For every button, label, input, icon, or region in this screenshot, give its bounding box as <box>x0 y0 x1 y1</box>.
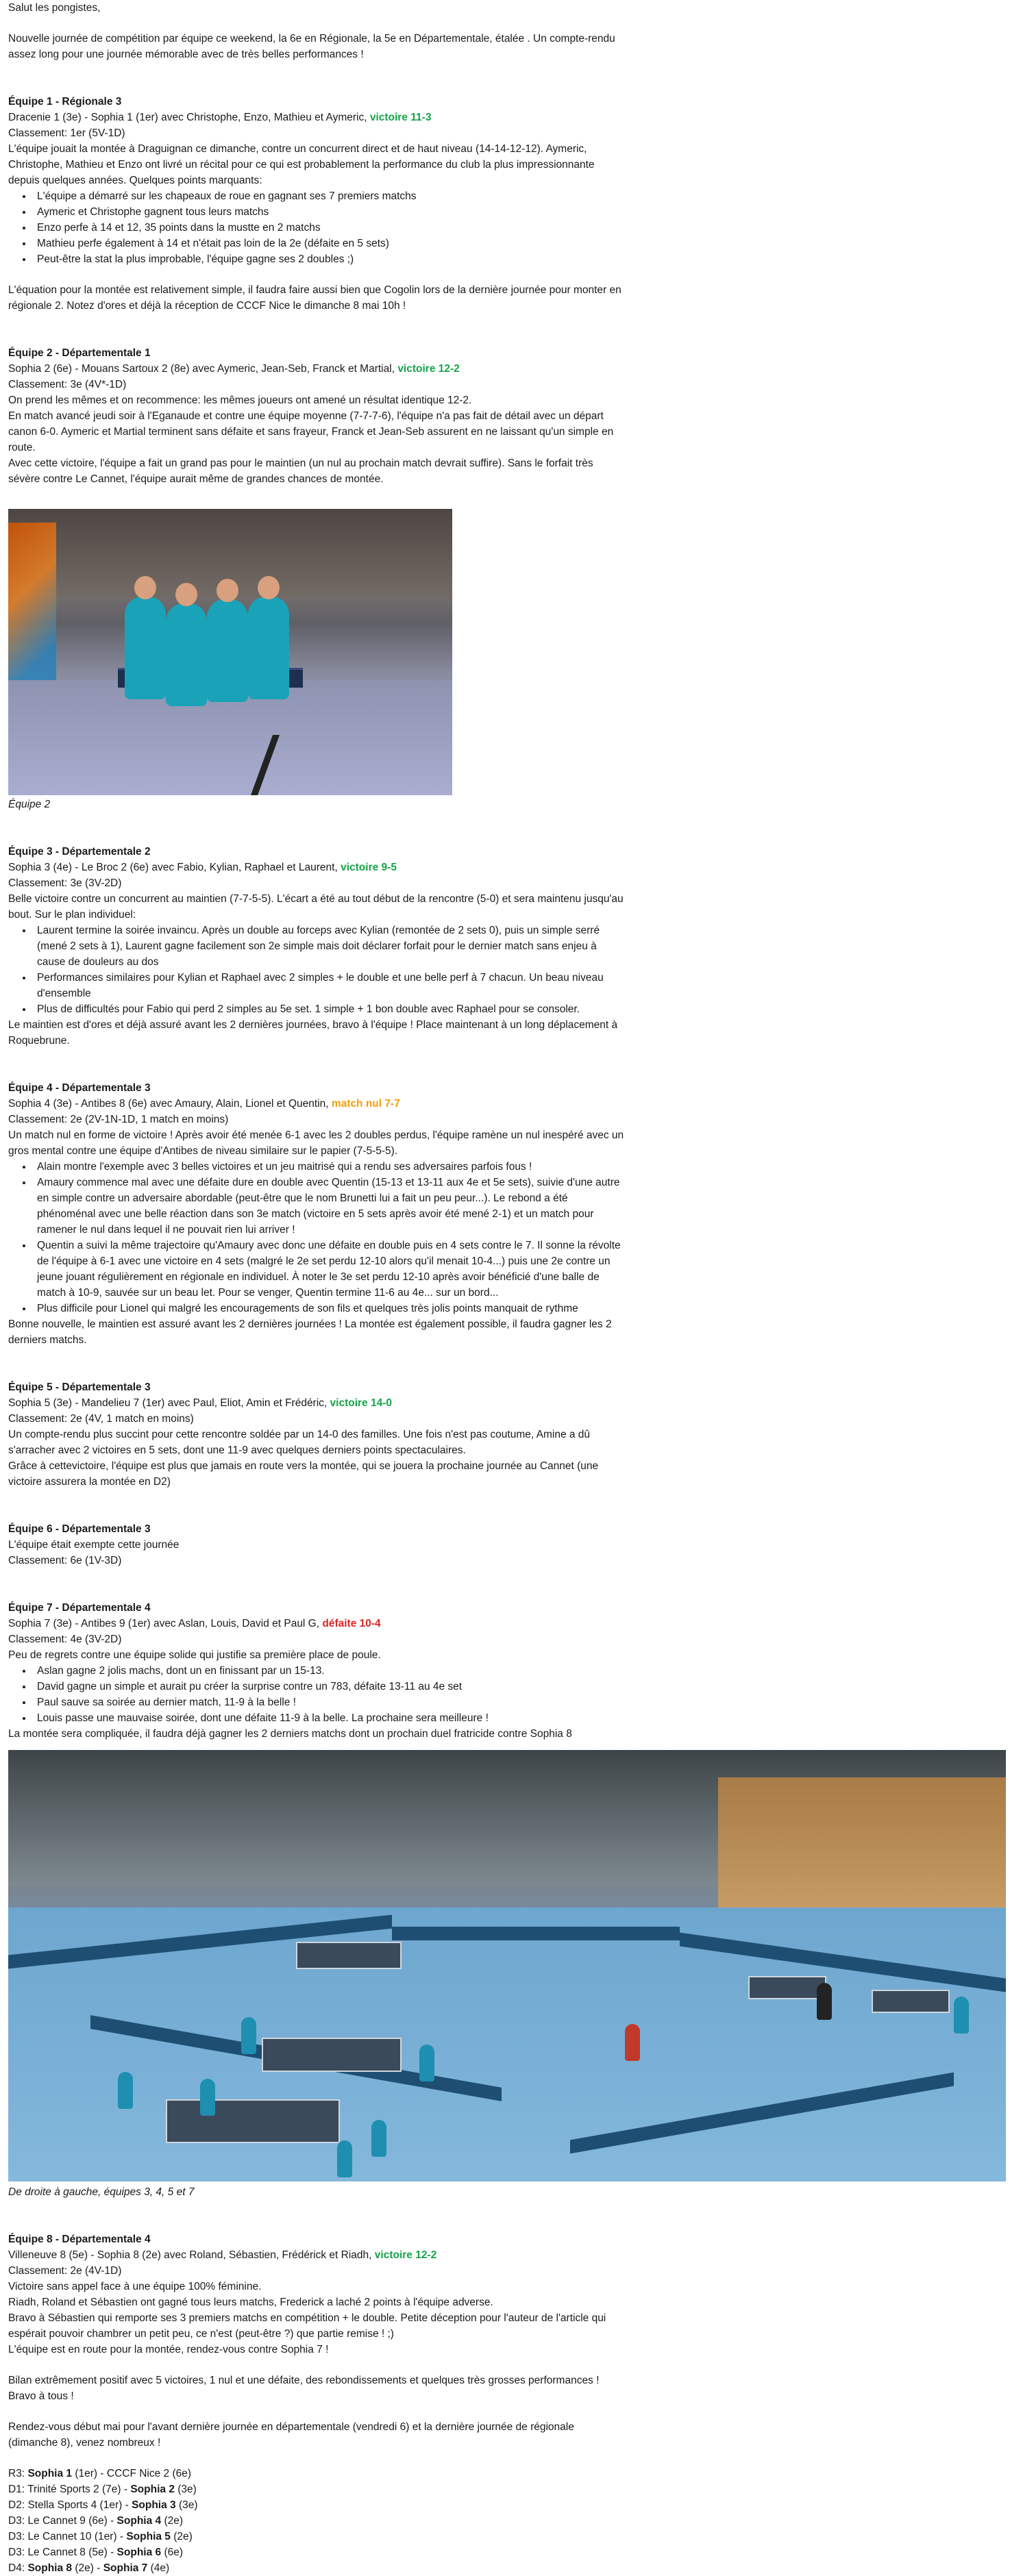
ranking: Classement: 3e (4V*-1D) <box>8 379 127 390</box>
section-conclusion: L'équation pour la montée est relativement simple, il faudra faire aussi bien que Cogolin lors de la dernière journée pour monter en régionale 2. Notez d'ores et déjà la réception de CCCF Nice le dimanche 8 mai 10h ! <box>8 284 621 312</box>
article <box>8 0 625 2576</box>
section-body: En match avancé jeudi soir à l'Eganaude et contre une équipe moyenne (7-7-7-6), l'équipe n'a pas fait de détail avec un départ canon 6-0. Aymeric et Martial terminent sans défaite et sans frayeur, Franck et Jean-Seb assurent en ne laissant qu'un simple en route. <box>8 410 614 453</box>
fixture-rank: (3e) <box>175 2499 198 2511</box>
list-item: • Enzo perfe à 14 et 12, 35 points dans la mustte en 2 matchs <box>33 220 625 236</box>
fixture-division: D1: <box>8 2484 28 2495</box>
fixture-rank: (3e) <box>174 2484 197 2495</box>
section-body: Peu de regrets contre une équipe solide qui justifie sa première place de poule. <box>8 1649 381 1661</box>
fixture-line <box>8 2560 625 2576</box>
section-team-5 <box>8 1379 625 1490</box>
fixtures-list <box>8 2466 625 2576</box>
match-text: Sophia 2 (6e) - Mouans Sartoux 2 (8e) avec Aymeric, Jean-Seb, Franck et Martial, <box>8 363 398 375</box>
match-line <box>8 361 625 377</box>
section-title: Équipe 5 - Départementale 3 <box>8 1381 151 1393</box>
highlights-list <box>8 188 625 267</box>
fixture-division: R3: <box>8 2468 28 2479</box>
fixture-division: D2: <box>8 2499 28 2511</box>
section-body: Grâce à cettevictoire, l'équipe est plus que jamais en route vers la montée, qui se jouera la prochaine journée au Cannet (une victoire assurera la montée en D2) <box>8 1460 599 1488</box>
section-team-1 <box>8 94 625 314</box>
fixture-rank: (2e) <box>72 2562 94 2574</box>
section-title: Équipe 7 - Départementale 4 <box>8 1602 151 1614</box>
summary: Bilan extrêmement positif avec 5 victoires, 1 nul et une défaite, des rebondissements et quelques très grosses performances ! Bravo à tous ! <box>8 2375 600 2402</box>
fixture-line <box>8 2481 625 2497</box>
highlights-list <box>8 1663 625 1726</box>
team-2-photo <box>8 509 452 795</box>
fixture-sep: - <box>107 2515 117 2527</box>
section-team-7 <box>8 1600 625 2200</box>
section-body: Un match nul en forme de victoire ! Après avoir été menée 6-1 avec les 2 doubles perdus, l'équipe ramène un nul inespéré avec un gros mental contre une équipe d'Antibes de niveau similaire sur le papier (7-5-5-5). <box>8 1129 624 1157</box>
ranking: Classement: 1er (5V-1D) <box>8 127 125 139</box>
match-line <box>8 860 625 875</box>
fixture-line <box>8 2466 625 2481</box>
list-item: • Laurent termine la soirée invaincu. Après un double au forceps avec Kylian (remontée de 2 sets 0), puis un simple serré (mené 2 sets à 1), Laurent gagne facilement son 2e simple mais doit déclarer forfait pour le dernier match sans enjeu à cause de douleurs au dos <box>33 923 625 970</box>
fixture-rank: (4e) <box>147 2562 170 2574</box>
section-body: Un compte-rendu plus succint pour cette rencontre soldée par un 14-0 des familles. Une fois n'est pas coutume, Amine a dû s'arracher avec 2 victoires en 5 sets, dont une 11-9 avec quelques derniers points spectaculaires. <box>8 1429 591 1456</box>
fixture-team: Sophia 3 <box>132 2499 176 2511</box>
ranking: Classement: 3e (3V-2D) <box>8 877 122 889</box>
fixture-sep: - <box>93 2562 103 2574</box>
match-result: victoire 11-3 <box>369 112 432 123</box>
section-title: Équipe 2 - Départementale 1 <box>8 347 151 359</box>
ranking: Classement: 2e (4V-1D) <box>8 2265 122 2277</box>
fixture-sep: - <box>122 2499 132 2511</box>
match-text: Sophia 3 (4e) - Le Broc 2 (6e) avec Fabio, Kylian, Raphael et Laurent, <box>8 862 341 873</box>
list-item: • Aymeric et Christophe gagnent tous leurs matchs <box>33 204 625 220</box>
section-body: L'équipe jouait la montée à Draguignan ce dimanche, contre un concurrent direct et de haut niveau (14-14-12-12). Aymeric, Christophe, Mathieu et Enzo ont livré un récital pour ce qui est probablement la performance du club la plus impressionnante depuis quelques années. Quelques points marquants: <box>8 143 595 186</box>
fixture-opponent: Trinité Sports 2 (7e) <box>27 2484 121 2495</box>
list-item: • Peut-être la stat la plus improbable, l'équipe gagne ses 2 doubles ;) <box>33 251 625 267</box>
fixture-sep: - <box>121 2484 131 2495</box>
fixture-opponent: Le Cannet 8 (5e) <box>27 2547 108 2558</box>
match-result: match nul 7-7 <box>331 1098 400 1110</box>
section-body: Avec cette victoire, l'équipe a fait un grand pas pour le maintien (un nul au prochain match devrait suffire). Sans le forfait très sévère contre Le Cannet, l'équipe aurait même de grandes chances de montée. <box>8 458 593 485</box>
fixture-team: Sophia 6 <box>116 2547 162 2558</box>
ranking: Classement: 4e (3V-2D) <box>8 1634 122 1645</box>
highlights-list <box>8 923 625 1017</box>
match-result: défaite 10-4 <box>322 1618 381 1629</box>
section-body: L'équipe est en route pour la montée, rendez-vous contre Sophia 7 ! <box>8 2344 329 2355</box>
fixture-sep: - <box>107 2547 117 2558</box>
section-team-4 <box>8 1080 625 1348</box>
list-item: • Aslan gagne 2 jolis machs, dont un en finissant par un 15-13. <box>33 1663 625 1679</box>
fixture-rank: (6e) <box>161 2547 184 2558</box>
fixture-team: Sophia 5 <box>126 2531 171 2542</box>
match-result: victoire 9-5 <box>341 862 397 873</box>
fixture-opponent: Le Cannet 10 (1er) <box>27 2531 117 2542</box>
section-body: On prend les mêmes et on recommence: les mêmes joueurs ont amené un résultat identique 12-2. <box>8 395 472 406</box>
section-team-3 <box>8 844 625 1049</box>
section-conclusion: Bonne nouvelle, le maintien est assuré avant les 2 dernières journées ! La montée est également possible, il faudra gagner les 2 derniers matchs. <box>8 1318 612 1346</box>
fixture-team: Sophia 1 <box>27 2468 73 2479</box>
photo-caption: Équipe 2 <box>8 799 51 810</box>
match-text: Dracenie 1 (3e) - Sophia 1 (1er) avec Christophe, Enzo, Mathieu et Aymeric, <box>8 112 370 123</box>
match-text: Sophia 7 (3e) - Antibes 9 (1er) avec Aslan, Louis, David et Paul G, <box>8 1618 323 1629</box>
list-item: • Alain montre l'exemple avec 3 belles victoires et un jeu maitrisé qui a rendu ses adversaires parfois fous ! <box>33 1159 625 1175</box>
photo-caption: De droite à gauche, équipes 3, 4, 5 et 7 <box>8 2186 195 2198</box>
section-conclusion: Le maintien est d'ores et déjà assuré avant les 2 dernières journées, bravo à l'équipe ! Place maintenant à un long déplacement à Roquebrune. <box>8 1019 618 1047</box>
fixture-sep: - <box>116 2531 127 2542</box>
section-title: Équipe 1 - Régionale 3 <box>8 96 122 108</box>
ranking: Classement: 2e (2V-1N-1D, 1 match en moins) <box>8 1114 229 1125</box>
section-body: Bravo à Sébastien qui remporte ses 3 premiers matchs en compétition + le double. Petite déception pour l'auteur de l'article qui espérait pouvoir chambrer un petit peu, ce n'est (peut-être ?) que partie remise ! ;) <box>8 2312 606 2340</box>
match-text: Sophia 4 (3e) - Antibes 8 (6e) avec Amaury, Alain, Lionel et Quentin, <box>8 1098 332 1110</box>
match-result: victoire 12-2 <box>374 2249 437 2261</box>
section-title: Équipe 8 - Départementale 4 <box>8 2234 151 2245</box>
fixture-line <box>8 2513 625 2529</box>
list-item: • Mathieu perfe également à 14 et n'était pas loin de la 2e (défaite en 5 sets) <box>33 236 625 251</box>
list-item: • Plus difficile pour Lionel qui malgré les encouragements de son fils et quelques très jolis points manquait de rythme <box>33 1301 625 1316</box>
intro-text: Nouvelle journée de compétition par équipe ce weekend, la 6e en Régionale, la 5e en Départementale, étalée . Un compte-rendu assez long pour une journée mémorable avec de très belles performances ! <box>8 33 615 60</box>
list-item: • Quentin a suivi la même trajectoire qu'Amaury avec donc une défaite en double puis en 4 sets contre le 7. Il sonne la révolte de l'équipe à 6-1 avec une victoire en 4 sets (malgré le 2e set perdu 12-10 alors qu'il menait 10-4...) puis une 2e contre un jeune jouant régulièrement en régionale en individuel. À noter le 3e set perdu 12-10 après avoir bénéficié d'une balle de match à 10-9, sauvée sur un beau let. Pour se venger, Quentin termine 11-6 au 4e... sur un bord... <box>33 1238 625 1301</box>
match-line <box>8 2247 625 2263</box>
fixture-division: D3: <box>8 2531 28 2542</box>
match-line <box>8 1096 625 1112</box>
list-item: • David gagne un simple et aurait pu créer la surprise contre un 783, défaite 13-11 au 4e set <box>33 1679 625 1695</box>
match-text: Villeneuve 8 (5e) - Sophia 8 (2e) avec Roland, Sébastien, Frédérick et Riadh, <box>8 2249 375 2261</box>
match-text: Sophia 5 (3e) - Mandelieu 7 (1er) avec Paul, Eliot, Amin et Frédéric, <box>8 1397 330 1409</box>
fixture-team: Sophia 8 <box>27 2562 73 2574</box>
section-title: Équipe 4 - Départementale 3 <box>8 1082 151 1094</box>
list-item: • Amaury commence mal avec une défaite dure en double avec Quentin (15-13 et 13-11 aux 4e et 5e sets), suivie d'une autre en simple contre un adversaire abordable (peut-être que le nom Brunetti lui a fait un peu peur...). Le rebond a été phénoménal avec une belle réaction dans son 3e match (victoire en 5 sets après avoir été mené 2-1) et un match pour ramener le nul dans lequel il ne pouvait rien lui arriver ! <box>33 1175 625 1238</box>
list-item: • L'équipe a démarré sur les chapeaux de roue en gagnant ses 7 premiers matchs <box>33 188 625 204</box>
fixture-line <box>8 2544 625 2560</box>
section-body: Belle victoire contre un concurrent au maintien (7-7-5-5). L'écart a été au tout début de la rencontre (5-0) et sera maintenu jusqu'au bout. Sur le plan individuel: <box>8 893 624 921</box>
section-body: Riadh, Roland et Sébastien ont gagné tous leurs matchs, Frederick a laché 2 points à l'équipe adverse. <box>8 2297 493 2308</box>
greeting: Salut les pongistes, <box>8 2 101 14</box>
fixture-opponent: CCCF Nice 2 (6e) <box>106 2468 192 2479</box>
highlights-list <box>8 1159 625 1316</box>
fixture-team: Sophia 2 <box>130 2484 175 2495</box>
list-item: • Plus de difficultés pour Fabio qui perd 2 simples au 5e set. 1 simple + 1 bon double avec Raphael pour se consoler. <box>33 1001 625 1017</box>
fixture-division: D3: <box>8 2547 28 2558</box>
match-line <box>8 1395 625 1411</box>
match-result: victoire 14-0 <box>330 1397 392 1409</box>
match-result: victoire 12-2 <box>397 363 460 375</box>
section-title: Équipe 3 - Départementale 2 <box>8 846 151 858</box>
section-team-6 <box>8 1521 625 1568</box>
fixture-line <box>8 2497 625 2513</box>
ranking: Classement: 2e (4V, 1 match en moins) <box>8 1413 194 1425</box>
fixture-team: Sophia 7 <box>103 2562 148 2574</box>
section-body: L'équipe était exempte cette journée <box>8 1539 180 1551</box>
section-title: Équipe 6 - Départementale 3 <box>8 1523 151 1535</box>
match-line <box>8 110 625 125</box>
gym-photo <box>8 1750 1006 2181</box>
fixture-division: D3: <box>8 2515 28 2527</box>
next-fixtures-intro: Rendez-vous début mai pour l'avant dernière journée en départementale (vendredi 6) et la dernière journée de régionale (dimanche 8), venez nombreux ! <box>8 2421 574 2449</box>
ranking: Classement: 6e (1V-3D) <box>8 1555 122 1566</box>
list-item: • Louis passe une mauvaise soirée, dont une défaite 11-9 à la belle. La prochaine sera meilleure ! <box>33 1710 625 1726</box>
fixture-opponent: Stella Sports 4 (1er) <box>27 2499 123 2511</box>
match-line <box>8 1616 625 1631</box>
fixture-rank: (2e) <box>170 2531 193 2542</box>
fixture-rank: (2e) <box>161 2515 184 2527</box>
section-body: Victoire sans appel face à une équipe 100% féminine. <box>8 2281 262 2292</box>
fixture-division: D4: <box>8 2562 28 2574</box>
list-item: • Paul sauve sa soirée au dernier match, 11-9 à la belle ! <box>33 1695 625 1710</box>
section-team-8 <box>8 2231 625 2358</box>
fixture-opponent: Le Cannet 9 (6e) <box>27 2515 108 2527</box>
list-item: • Performances similaires pour Kylian et Raphael avec 2 simples + le double et une belle perf à 7 chacun. Un beau niveau d'ensemble <box>33 970 625 1001</box>
fixture-rank: (1er) <box>72 2468 98 2479</box>
fixture-team: Sophia 4 <box>116 2515 162 2527</box>
section-conclusion: La montée sera compliquée, il faudra déjà gagner les 2 derniers matchs dont un prochain duel fratricide contre Sophia 8 <box>8 1728 572 1740</box>
fixture-line <box>8 2529 625 2544</box>
section-team-2 <box>8 345 625 812</box>
fixture-sep: - <box>97 2468 107 2479</box>
